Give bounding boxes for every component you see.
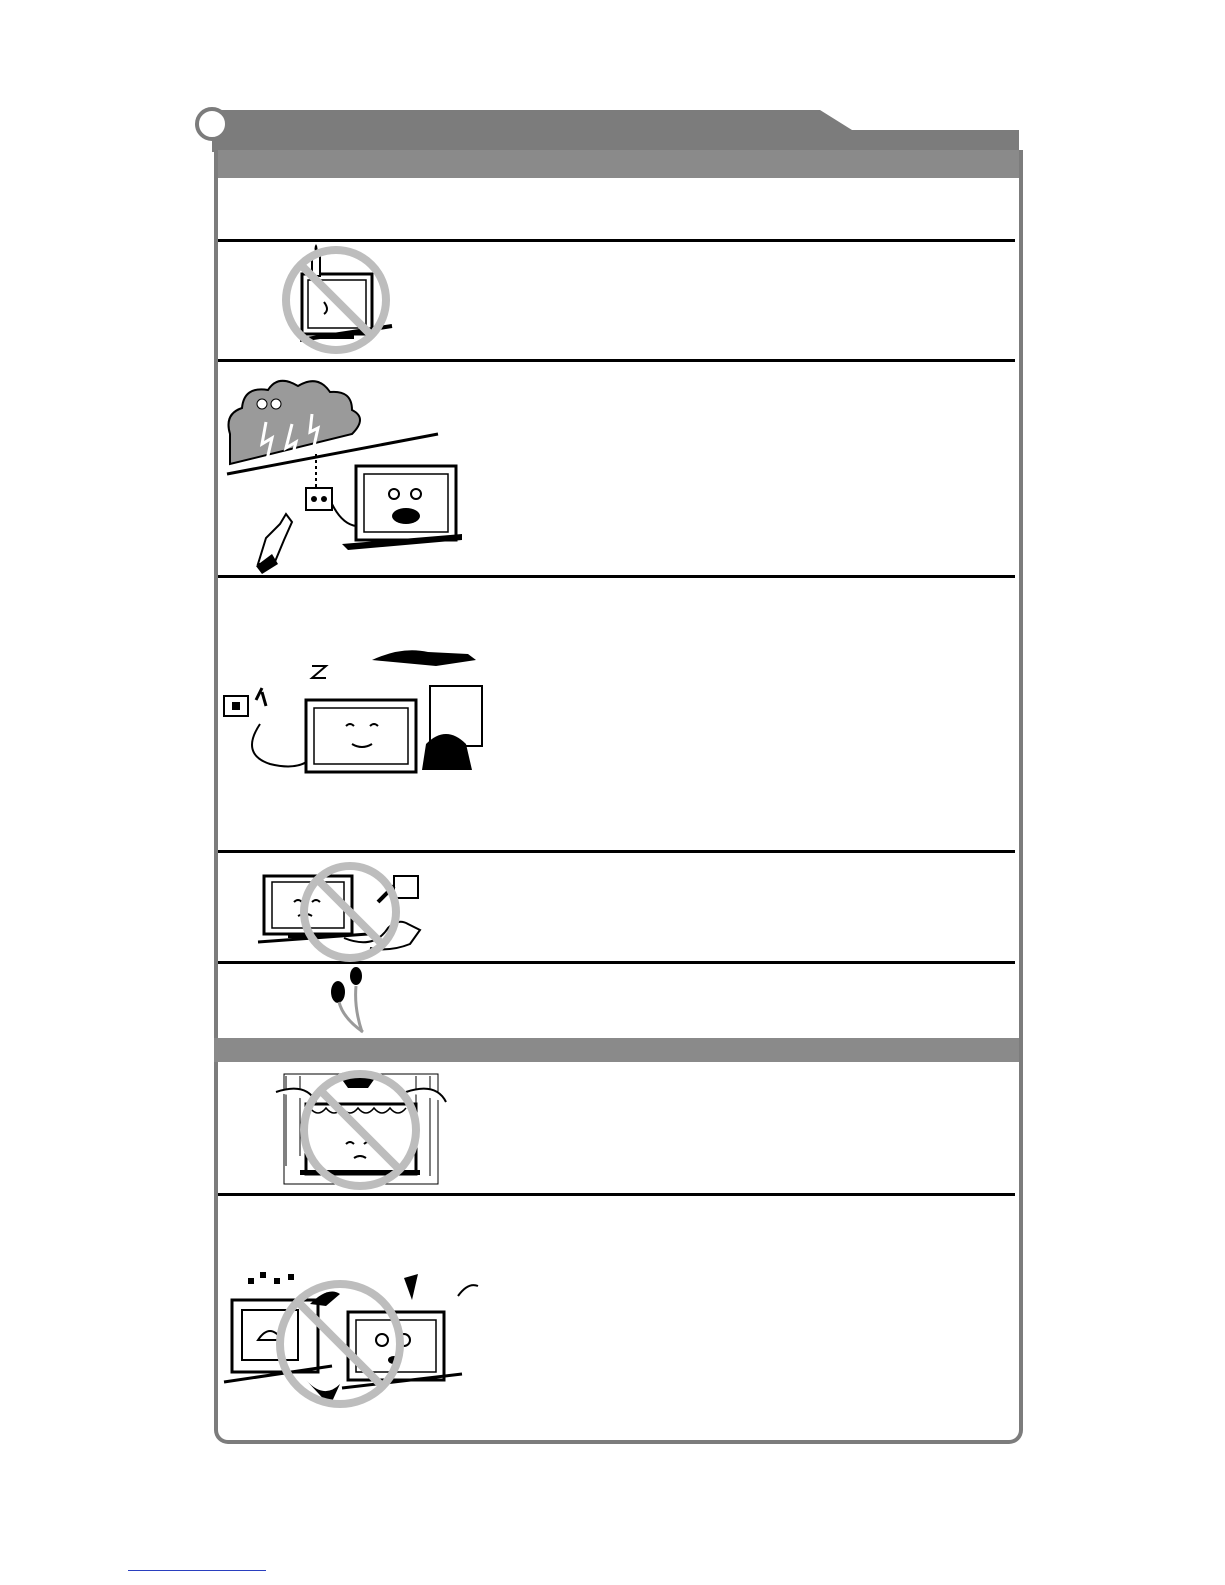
row-divider [218, 359, 1015, 362]
lightning-storm-unplug-icon [222, 374, 472, 574]
earphones-icon [326, 966, 376, 1036]
no-candle-on-tv-icon [280, 244, 400, 356]
no-heat-source-icon [222, 1270, 492, 1420]
section-marker-icon [197, 109, 227, 139]
subsection-header-band [214, 1038, 1019, 1062]
row-divider [218, 850, 1015, 853]
row-divider [218, 961, 1015, 964]
row-divider [218, 575, 1015, 578]
footer-link-underline[interactable] [128, 1570, 266, 1571]
section-tab [0, 0, 1225, 160]
unplug-when-away-icon [222, 640, 492, 780]
row-divider [218, 239, 1015, 242]
no-direct-sunlight-icon [276, 1066, 446, 1194]
pull-plug-not-cord-icon [258, 862, 428, 958]
